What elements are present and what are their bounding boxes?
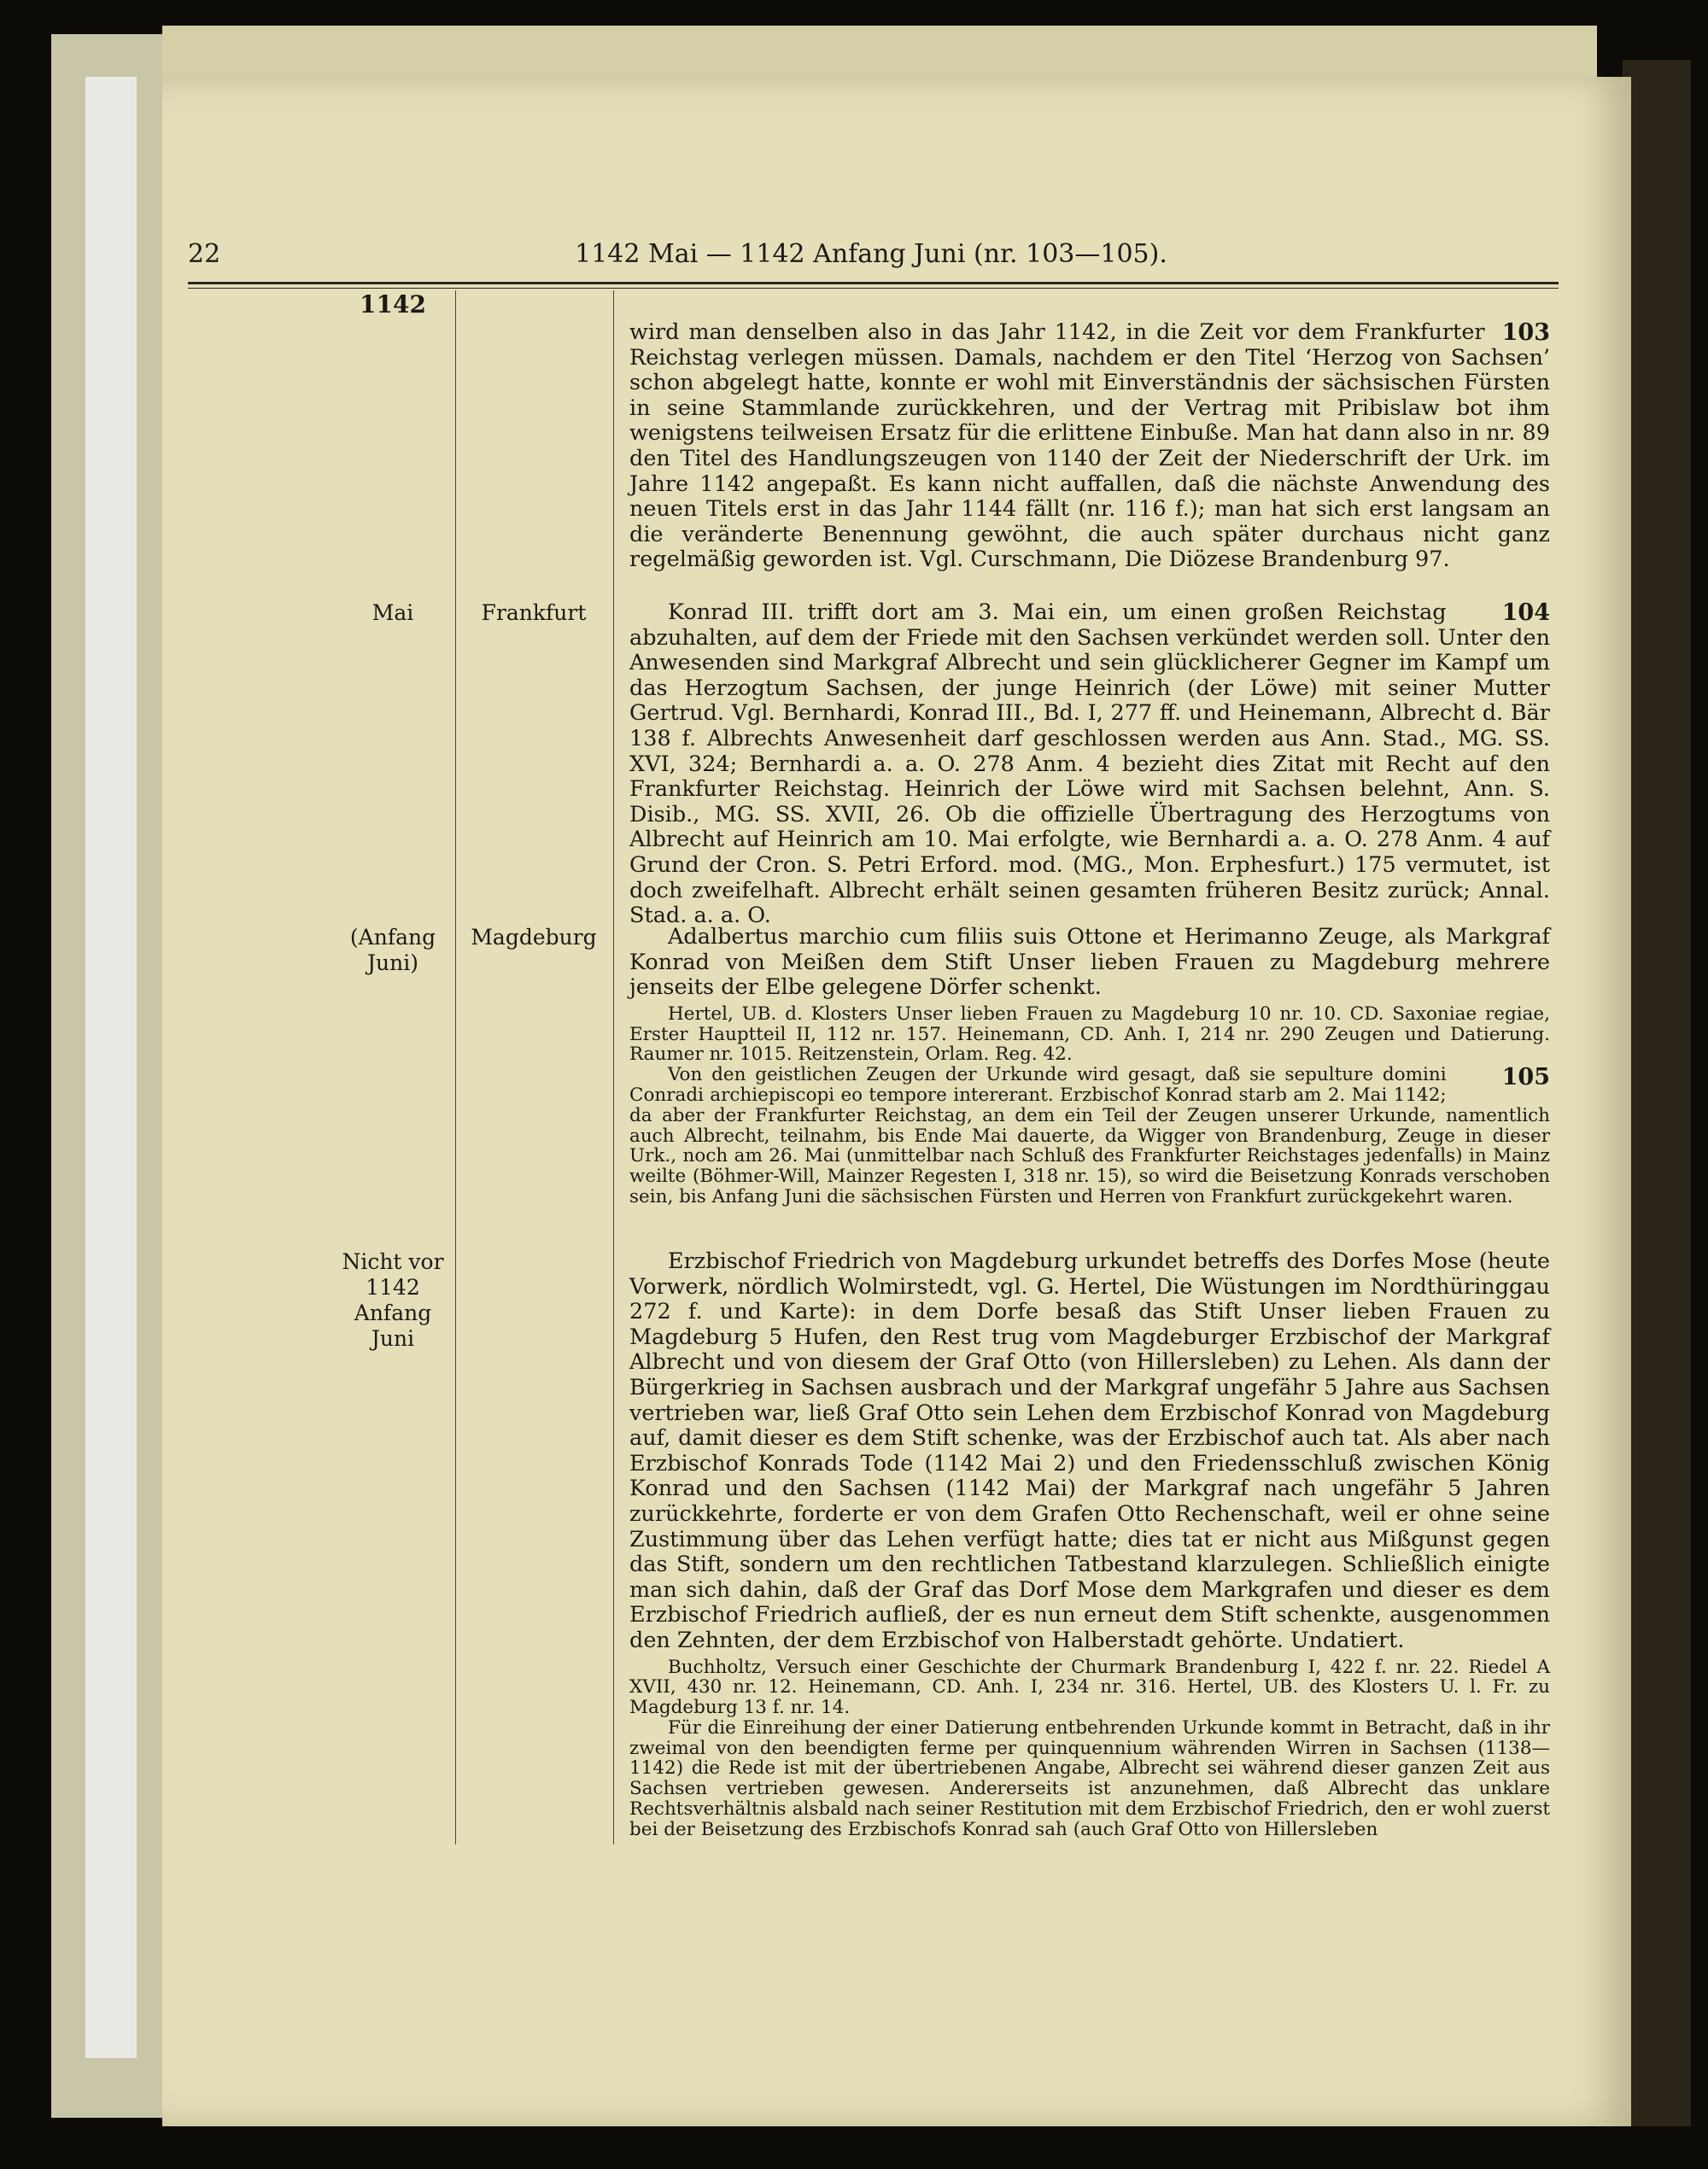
entry-105 — [629, 925, 1550, 1207]
page-stack-edge — [85, 77, 137, 2058]
head-rule-thick — [188, 282, 1559, 284]
running-head-title: 1142 Mai — 1142 Anfang Juni (nr. 103—105). — [575, 239, 1167, 269]
column-divider-date-place — [455, 290, 456, 1845]
entry-number: 104 — [1501, 599, 1550, 626]
page-number: 22 — [188, 239, 221, 269]
entry-number: 103 — [1501, 319, 1550, 346]
entry-date: (Anfang Juni) — [349, 925, 436, 975]
entry-text: 104 Konrad III. trifft dort am 3. Mai ein, um einen großen Reichstag abzuhalten, auf dem der Friede mit den Sachsen verkündet werden soll. Unter den Anwesenden sind Markgraf Albrecht und sein glücklicherer Gegner im Kampf um das Herzogtum Sachsen, der junge Heinrich (der Löwe) mit seiner Mutter Gertrud. Vgl. Bernhardi, Konrad III., Bd. I, 277 ff. und Heinemann, Albrecht d. Bär 138 f. Albrechts Anwesenheit darf geschlossen werden aus Ann. Stad., MG. SS. XVI, 324; Bernhardi a. a. O. 278 Anm. 4 bezieht dies Zitat mit Recht auf den Frankfurter Reichstag. Heinrich der Löwe wird mit Sachsen belehnt, Ann. S. Disib., MG. SS. XVII, 26. Ob die offizielle Übertragung des Herzogtums von Albrecht auf Heinrich am 10. Mai erfolgte, wie Bernhardi a. a. O. 278 Anm. 4 auf Grund der Cron. S. Petri Erford. mod. (MG., Mon. Erphesfurt.) 175 vermutet, ist doch zweifelhaft. Albrecht erhält seinen gesamten früheren Besitz zurück; Annal. Stad. a. a. O. — [629, 599, 1550, 929]
entry-commentary: Für die Einreihung der einer Datierung entbehrenden Urkunde kommt in Betracht, daß in ihr zweimal von den beendigten ferme per quinquennium währenden Wirren in Sachsen (1138—1142) die Rede ist mit der übertriebenen Angabe, Albrecht sei während dieser ganzen Zeit aus Sachsen vertrieben gewesen. Andererseits ist anzunehmen, daß Albrecht das unklare Rechtsverhältnis alsbald nach seiner Restitution mit dem Erzbischof Friedrich, den er wohl zuerst bei der Beisetzung des Erzbischofs Konrad sah (auch Graf Otto von Hillersleben — [629, 1716, 1550, 1840]
entry-date: Nicht vor 1142 Anfang Juni — [342, 1249, 444, 1351]
entry-103 — [629, 320, 1550, 573]
head-rule-thin — [188, 288, 1559, 289]
entry-106 — [629, 1249, 1550, 1840]
entry-text: Erzbischof Friedrich von Magdeburg urkundet betreffs des Dorfes Mose (heute Vorwerk, nördlich Wolmirstedt, vgl. G. Hertel, Die Wüstungen im Nordthüringgau 272 f. und Karte): in dem Dorfe besaß das Stift Unser lieben Frauen zu Magdeburg 5 Hufen, den Rest trug vom Magdeburger Erzbischof der Markgraf Albrecht und von diesem der Graf Otto (von Hillersleben) zu Lehen. Als dann der Bürgerkrieg in Sachsen ausbrach und der Markgraf ungefähr 5 Jahre aus Sachsen vertrieben war, ließ Graf Otto sein Lehen dem Erzbischof Konrad von Magdeburg auf, damit dieser es dem Stift schenke, was der Erzbischof auch tat. Als aber nach Erzbischof Konrads Tode (1142 Mai 2) und den Friedensschluß zwischen König Konrad und den Sachsen (1142 Mai) der Markgraf nach ungefähr 5 Jahren zurückkehrte, forderte er von dem Grafen Otto Rechenschaft, weil er ohne seine Zustimmung über das Lehen verfügt hatte; dies tat er nicht aus Mißgunst gegen das Stift, sondern um den rechtlichen Tatbestand klarzulegen. Schließlich einigte man sich dahin, daß der Graf das Dorf Mose dem Markgrafen und dieser es dem Erzbischof Friedrich aufließ, der es nun erneut dem Stift schenkte, ausgenommen den Zehnten, der dem Erzbischof von Halberstadt gehörte. Undatiert. — [629, 1248, 1550, 1653]
entry-commentary: 105 Von den geistlichen Zeugen der Urkunde wird gesagt, daß sie sepulture domini Conradi archiepiscopi eo tempore intererant. Erzbischof Konrad starb am 2. Mai 1142; da aber der Frankfurter Reichstag, an dem ein Teil der Zeugen unserer Urkunde, namentlich auch Albrecht, teilnahm, bis Ende Mai dauerte, da Wigger von Brandenburg, Zeuge in dieser Urk., noch am 26. Mai (unmittelbar nach Schluß des Frankfurter Reichstages jedenfalls) in Mainz weilte (Böhmer-Will, Mainzer Regesten I, 318 nr. 15), so wird die Beisetzung Konrads verschoben sein, bis Anfang Juni die sächsischen Fürsten und Herren von Frankfurt zurückgekehrt waren. — [629, 1064, 1550, 1207]
entry-sources: Buchholtz, Versuch einer Geschichte der Churmark Brandenburg I, 422 f. nr. 22. Riedel A XVII, 430 nr. 12. Heinemann, CD. Anh. I, 234 nr. 316. Hertel, UB. des Klosters U. l. Fr. zu Magdeburg 13 f. nr. 14. — [629, 1656, 1550, 1719]
column-divider-place-text — [613, 290, 614, 1845]
entry-sources: Hertel, UB. d. Klosters Unser lieben Frauen zu Magdeburg 10 nr. 10. CD. Saxoniae regiae, Erster Hauptteil II, 112 nr. 157. Heinemann, CD. Anh. I, 214 nr. 290 Zeugen und Datierung. Raumer nr. 1015. Reitzenstein, Orlam. Reg. 42. — [629, 1003, 1550, 1066]
entry-number: 105 — [1501, 1064, 1550, 1091]
entry-date: Mai — [371, 600, 414, 625]
year-label: 1142 — [360, 290, 426, 319]
entry-104 — [629, 600, 1550, 929]
entry-place: Frankfurt — [481, 600, 587, 625]
entry-text: Adalbertus marchio cum filiis suis Ottone et Herimanno Zeuge, als Markgraf Konrad von Meißen dem Stift Unser lieben Frauen zu Magdeburg mehrere jenseits der Elbe gelegene Dörfer schenkt. — [629, 924, 1550, 1001]
book-spine-edge — [1623, 60, 1691, 2126]
entry-place: Magdeburg — [471, 925, 597, 950]
entry-text: 103 wird man denselben also in das Jahr 1142, in die Zeit vor dem Frankfurter Reichstag verlegen müssen. Damals, nachdem er den Titel ‘Herzog von Sachsen’ schon abgelegt hatte, konnte er wohl mit Einverständnis der sächsischen Fürsten in seine Stammlande zurückkehren, und der Vertrag mit Pribislaw bot ihm wenigstens teilweisen Ersatz für die erlittene Einbuße. Man hat dann also in nr. 89 den Titel des Handlungszeugen von 1140 der Zeit der Niederschrift der Urk. im Jahre 1142 angepaßt. Es kann nicht auffallen, daß die nächste Anwendung des neuen Titels erst in das Jahr 1144 fällt (nr. 116 f.); man hat sich erst langsam an die veränderte Benennung gewöhnt, die auch später durchaus nicht ganz regelmäßig geworden ist. Vgl. Curschmann, Die Diözese Brandenburg 97. — [629, 319, 1550, 573]
running-head — [188, 239, 1554, 282]
